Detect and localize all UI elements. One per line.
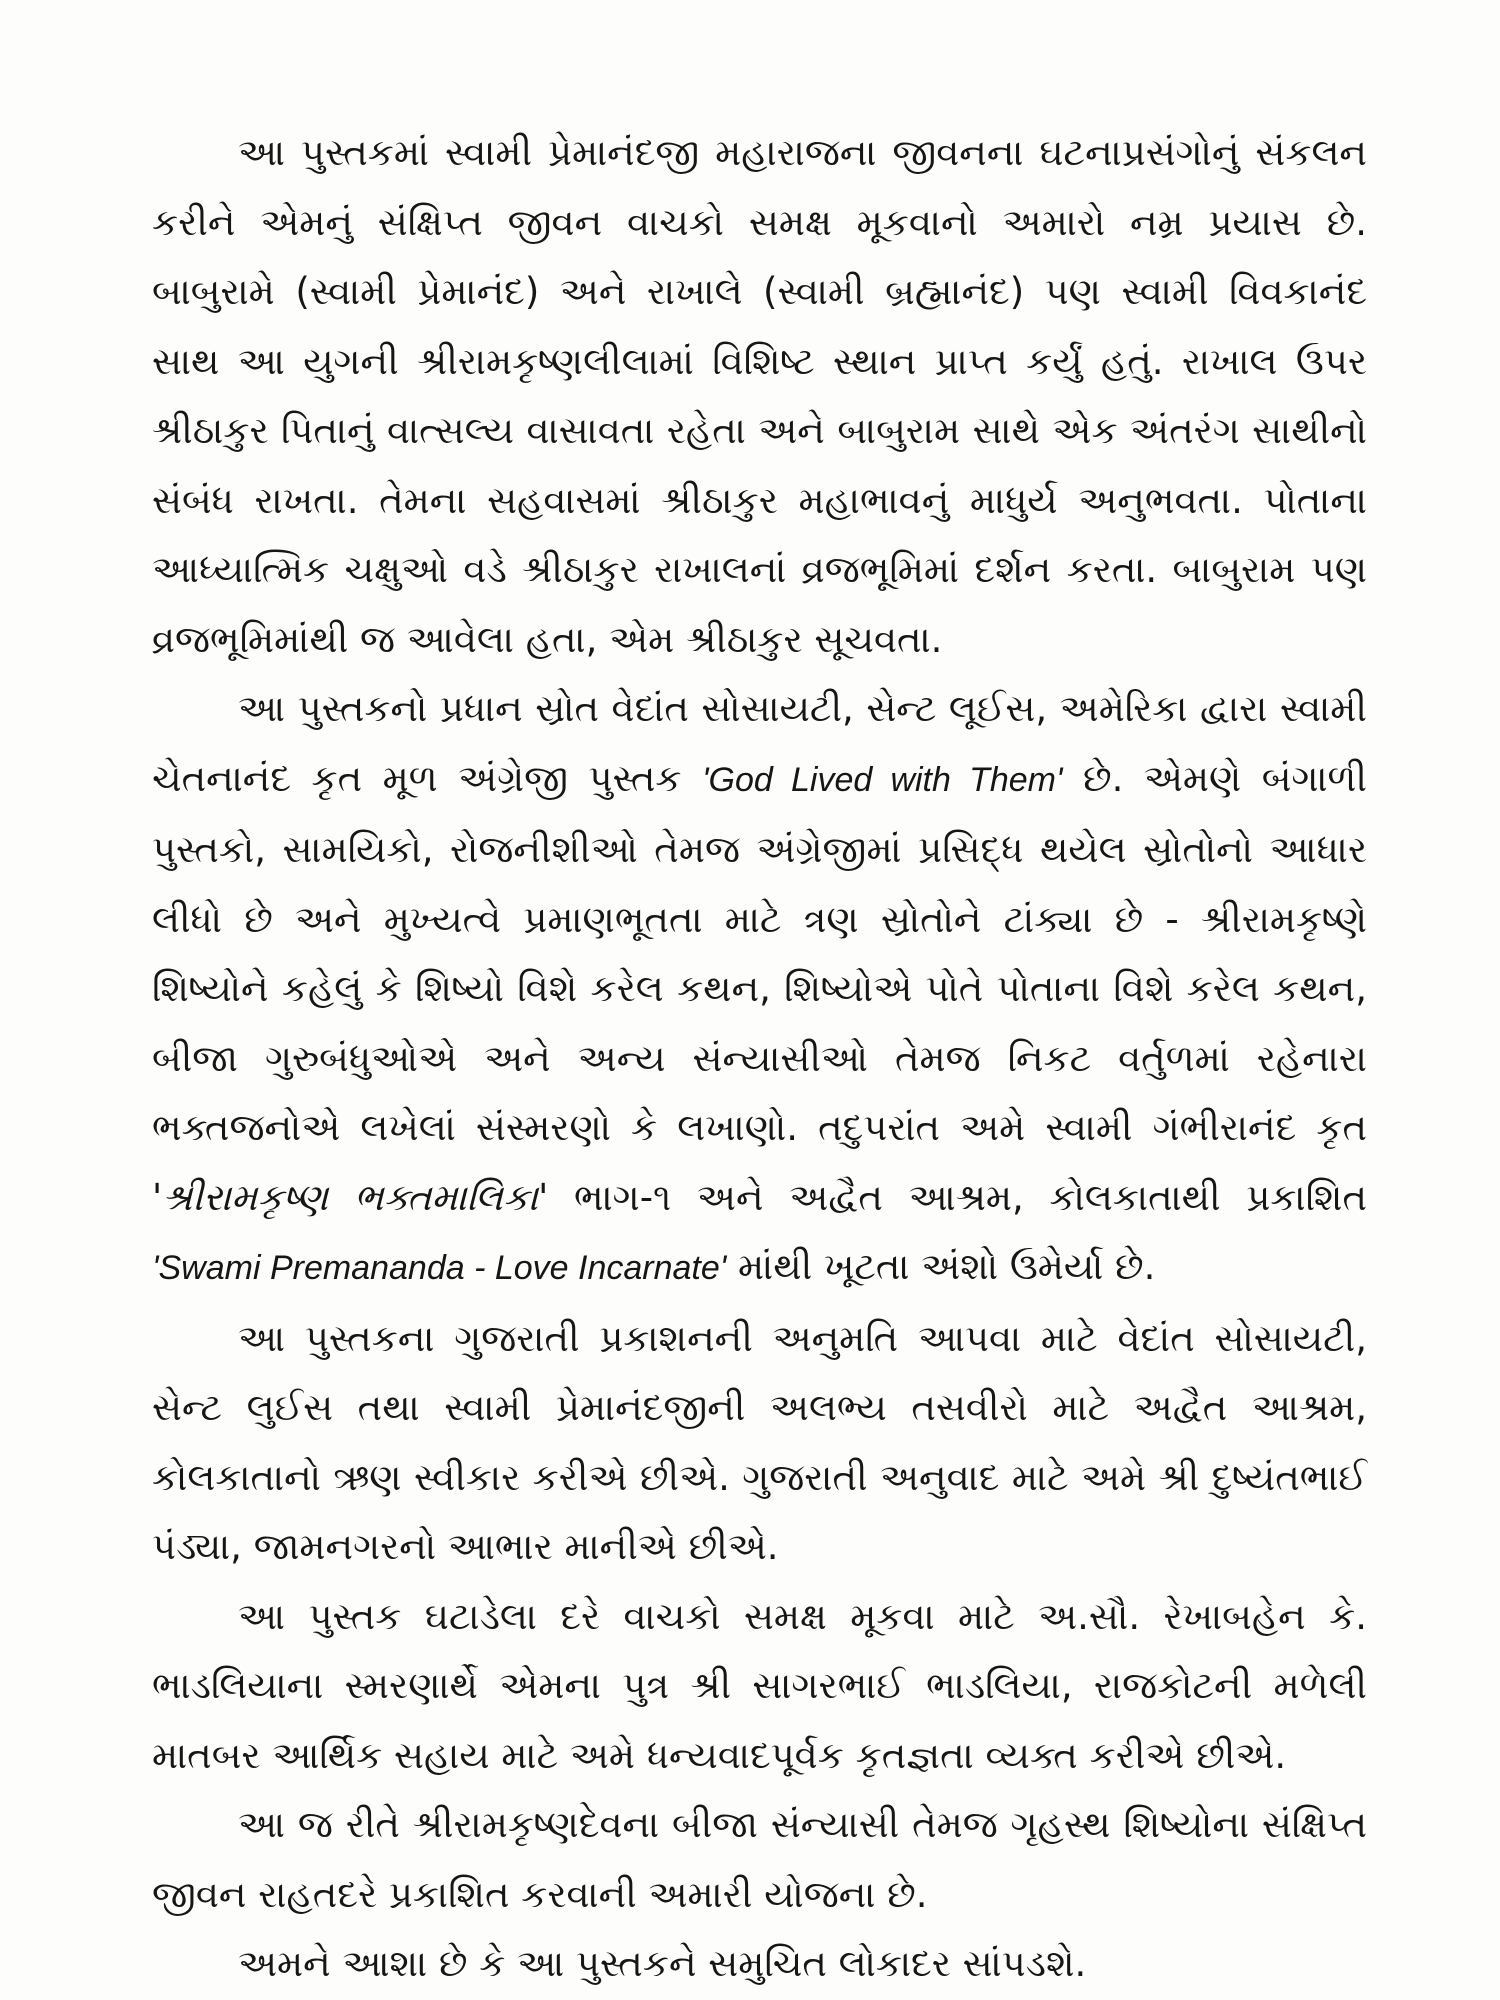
paragraph-text: આ પુસ્તક ઘટાડેલા દરે વાચકો સમક્ષ મૂકવા માટે અ.સૌ. રેખાબહેન કે. ભાડલિયાના સ્મરણાર્થે એમના પુત્ર શ્રી સાગરભાઈ ભાડલિયા, રાજકોટની મળેલી માતબર આર્થિક સહાય માટે અમે ધન્યવાદપૂર્વક કૃતજ્ઞતા વ્યક્ત કરીએ છીએ. <box>152 1594 1367 1777</box>
paragraph-donation <box>152 1582 1367 1791</box>
paragraph-text: આ પુસ્તકમાં સ્વામી પ્રેમાનંદજી મહારાજના જીવનના ઘટનાપ્રસંગોનું સંકલન કરીને એમનું સંક્ષિપ્ત જીવન વાચકો સમક્ષ મૂકવાનો અમારો નમ્ર પ્રયાસ છે. બાબુરામે (સ્વામી પ્રેમાનંદ) અને રાખાલે (સ્વામી બ્રહ્માનંદ) પણ સ્વામી વિવકાનંદ સાથ આ યુગની શ્રીરામકૃષ્ણલીલામાં વિશિષ્ટ સ્થાન પ્રાપ્ત કર્યું હતું. રાખાલ ઉપર શ્રીઠાકુર પિતાનું વાત્સલ્ય વાસાવતા રહેતા અને બાબુરામ સાથે એક અંતરંગ સાથીનો સંબંધ રાખતા. તેમના સહવાસમાં શ્રીઠાકુર મહાભાવનું માધુર્ય અનુભવતા. પોતાના આધ્યાત્મિક ચક્ષુઓ વડે શ્રીઠાકુર રાખાલનાં વ્રજભૂમિમાં દર્શન કરતા. બાબુરામ પણ વ્રજભૂમિમાંથી જ આવેલા હતા, એમ શ્રીઠાકુર સૂચવતા. <box>152 131 1367 661</box>
paragraph-text: માંથી ખૂટતા અંશો ઉમેર્યા છે. <box>726 1245 1156 1288</box>
gujarati-book-title: 'શ્રીરામકૃષ્ણ ભક્તમાલિકા' <box>152 1175 549 1219</box>
paragraph-text: આ જ રીતે શ્રીરામકૃષ્ણદેવના બીજા સંન્યાસી તેમજ ગૃહસ્થ શિષ્યોના સંક્ષિપ્ત જીવન રાહતદરે પ્રકાશિત કરવાની અમારી યોજના છે. <box>152 1803 1367 1916</box>
paragraph-text: આ પુસ્તકના ગુજરાતી પ્રકાશનની અનુમતિ આપવા માટે વેદાંત સોસાયટી, સેન્ટ લુઈસ તથા સ્વામી પ્રેમાનંદજીની અલભ્ય તસવીરો માટે અદ્વૈત આશ્રમ, કોલકાતાનો ઋણ સ્વીકાર કરીએ છીએ. ગુજરાતી અનુવાદ માટે અમે શ્રી દુષ્યંતભાઈ પંડ્યા, જામનગરનો આભાર માનીએ છીએ. <box>152 1316 1367 1568</box>
paragraph-text: આ પુસ્તકનો પ્રધાન સ્રોત વેદાંત સોસાયટી, સેન્ટ લૂઈસ, અમેરિકા દ્વારા સ્વામી ચેતનાનંદ કૃત મૂળ અંગ્રેજી પુસ્તક <box>152 687 1367 800</box>
paragraph-sources <box>152 674 1367 1304</box>
paragraph-text: ભાગ-૧ અને અદ્વૈત આશ્રમ, કોલકાતાથી પ્રકાશિત <box>548 1175 1367 1219</box>
paragraph-permissions <box>152 1304 1367 1582</box>
paragraph-closing <box>152 1929 1367 1999</box>
paragraph-future-plans <box>152 1790 1367 1929</box>
preface-text <box>152 118 1367 1999</box>
paragraph-text: અમને આશા છે કે આ પુસ્તકને સમુચિત લોકાદર સાંપડશે. <box>238 1942 1087 1985</box>
paragraph-intro <box>152 118 1367 674</box>
english-book-title: 'Swami Premananda - Love Incarnate' <box>152 1249 727 1287</box>
english-book-title: 'God Lived with Them' <box>702 760 1063 799</box>
paragraph-text: છે. એમણે બંગાળી પુસ્તકો, સામયિકો, રોજનીશીઓ તેમજ અંગ્રેજીમાં પ્રસિદ્ધ થયેલ સ્રોતોનો આધાર લીધો છે અને મુખ્યત્વે પ્રમાણભૂતતા માટે ત્રણ સ્રોતોને ટાંક્યા છે - શ્રીરામકૃષ્ણે શિષ્યોને કહેલું કે શિષ્યો વિશે કરેલ કથન, શિષ્યોએ પોતે પોતાના વિશે કરેલ કથન, બીજા ગુરુબંધુઓએ અને અન્ય સંન્યાસીઓ તેમજ નિકટ વર્તુળમાં રહેનારા ભક્તજનોએ લખેલાં સંસ્મરણો કે લખાણો. તદુપરાંત અમે સ્વામી ગંભીરાનંદ કૃત <box>152 756 1368 1149</box>
